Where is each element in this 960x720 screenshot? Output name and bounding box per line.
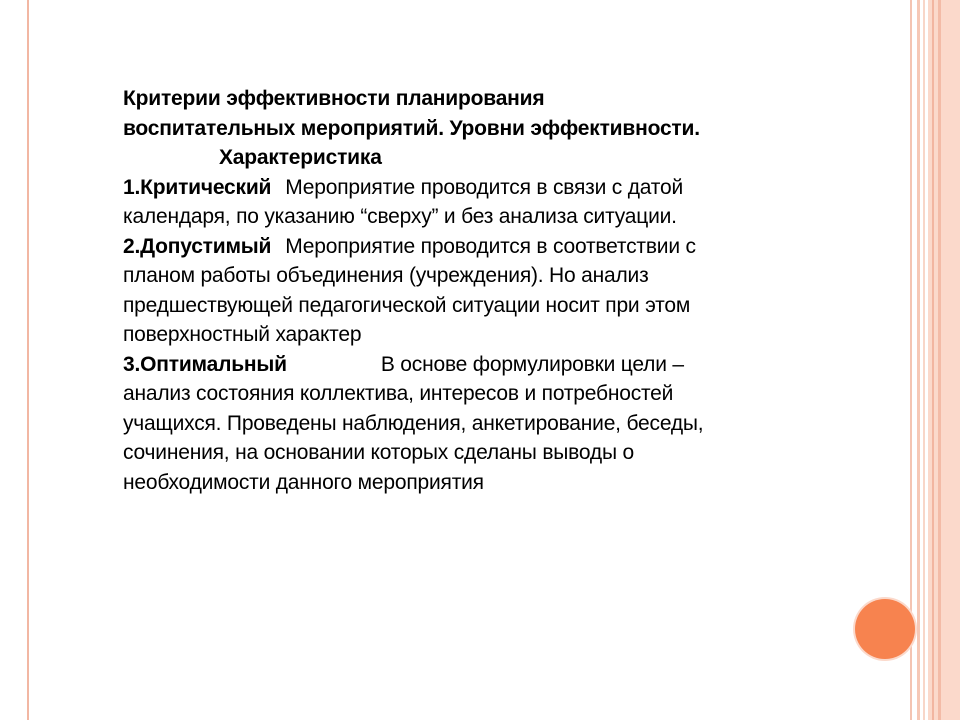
stripe-line (932, 0, 934, 720)
level-optimal-text-line: учащихся. Проведены наблюдения, анкетирование, беседы, (123, 411, 704, 435)
level-optimal-text-line: анализ состояния коллектива, интересов и потребностей (123, 382, 674, 405)
level-optimal-text-line: сочинения, на основании которых сделаны выводы о (123, 441, 634, 464)
right-decorative-stripes (910, 0, 960, 720)
level-acceptable-text-line: предшествующей педагогической ситуации носит при этом (123, 293, 691, 317)
level-optimal-label: 3.Оптимальный (123, 352, 287, 376)
stripe-line (923, 0, 925, 720)
level-critical-row (123, 173, 813, 203)
level-optimal-text-line: необходимости данного мероприятия (123, 470, 484, 494)
level-critical-label: 1.Критический (123, 175, 272, 199)
level-critical-text: Мероприятие проводится в связи с датой (285, 175, 683, 199)
accent-circle (855, 599, 915, 659)
level-acceptable-row (123, 232, 813, 262)
level-acceptable-text-line: поверхностный характер (123, 323, 362, 346)
level-acceptable-text-line: планом работы объединения (учреждения). Но анализ (123, 264, 649, 287)
heading-line-2: воспитательных мероприятий. Уровни эффективности. (123, 116, 700, 140)
heading-line-1: Критерии эффективности планирования (123, 87, 545, 110)
stripe-line (938, 0, 941, 720)
left-frame-line (27, 0, 29, 720)
level-acceptable-text: Мероприятие проводится в соответствии с (285, 234, 696, 258)
slide-body (123, 84, 813, 497)
level-acceptable-label: 2.Допустимый (123, 234, 272, 258)
stripe-line (917, 0, 920, 720)
level-optimal-text: В основе формулировки цели – (380, 352, 684, 376)
level-optimal-row (123, 350, 813, 380)
level-critical-text-line: календаря, по указанию “сверху” и без анализа ситуации. (123, 205, 677, 228)
heading-line-3: Характеристика (219, 146, 382, 169)
